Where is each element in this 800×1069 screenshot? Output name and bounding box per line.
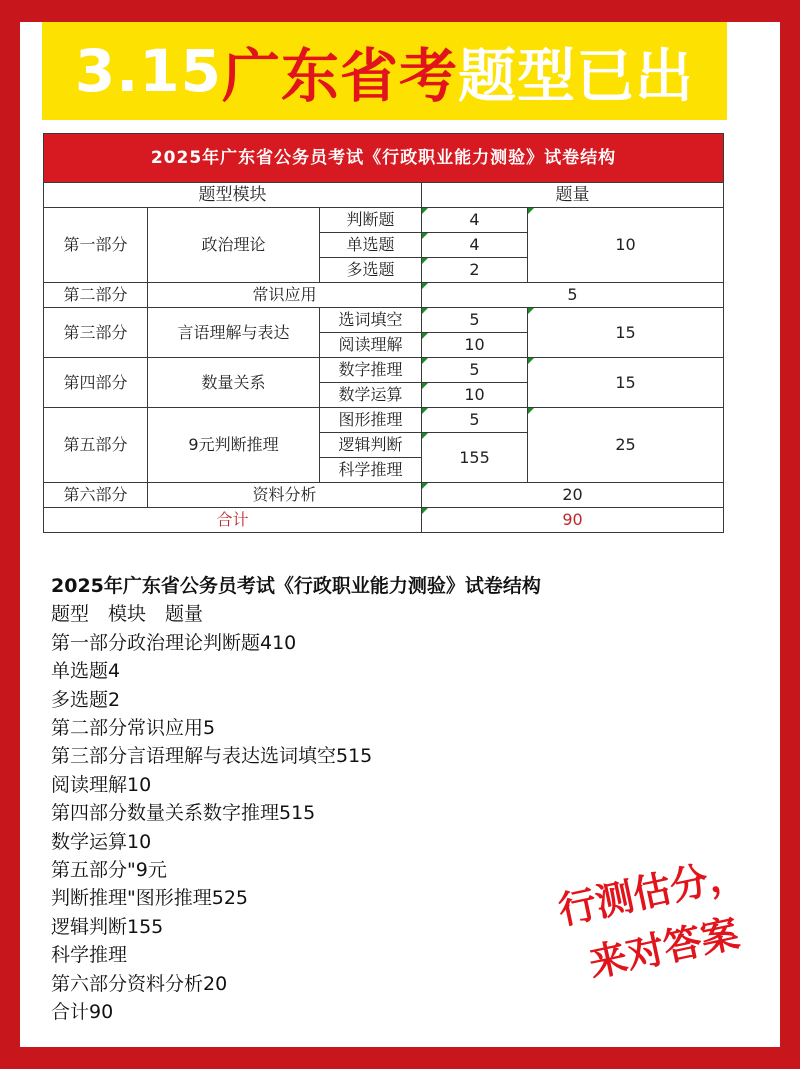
part-subtotal: 10 [528, 208, 724, 283]
module-name: 9元判断推理 [148, 408, 320, 483]
module-name: 数量关系 [148, 358, 320, 408]
module-name: 资料分析 [148, 483, 422, 508]
exam-structure-table [43, 133, 724, 533]
item-count: 155 [422, 433, 528, 483]
module-name: 政治理论 [148, 208, 320, 283]
module-name: 常识应用 [148, 283, 422, 308]
text-line: 第五部分"9元 [51, 859, 167, 882]
item-name: 科学推理 [320, 458, 422, 483]
part-subtotal: 20 [422, 483, 724, 508]
stamp-line-2: 来对答案 [585, 911, 743, 986]
module-name: 言语理解与表达 [148, 308, 320, 358]
text-line: 第二部分常识应用5 [51, 717, 216, 740]
part-label: 第一部分 [44, 208, 148, 283]
text-line: 逻辑判断155 [51, 915, 164, 938]
text-line: 科学推理 [51, 944, 128, 967]
part-label: 第五部分 [44, 408, 148, 483]
part-label: 第四部分 [44, 358, 148, 408]
item-count: 4 [422, 233, 528, 258]
banner-date: 3.15 [74, 37, 223, 105]
banner-suffix: 题型已出 [458, 42, 695, 110]
item-name: 判断题 [320, 208, 422, 233]
text-line: 合计90 [51, 1001, 114, 1024]
text-line: 第一部分政治理论判断题410 [51, 631, 297, 654]
part-subtotal: 5 [422, 283, 724, 308]
text-line: 单选题4 [51, 660, 121, 683]
item-count: 2 [422, 258, 528, 283]
stamp-line-1: 行测估分， [554, 850, 750, 933]
header-module: 题型模块 [44, 183, 422, 208]
item-name: 数字推理 [320, 358, 422, 383]
banner-highlight: 广东省考 [222, 42, 459, 110]
part-subtotal: 25 [528, 408, 724, 483]
part-subtotal: 15 [528, 358, 724, 408]
item-name: 图形推理 [320, 408, 422, 433]
total-label: 合计 [44, 508, 422, 533]
text-line: 第四部分数量关系数字推理515 [51, 802, 316, 825]
item-name: 阅读理解 [320, 333, 422, 358]
item-name: 逻辑判断 [320, 433, 422, 458]
part-label: 第二部分 [44, 283, 148, 308]
text-line: 第六部分资料分析20 [51, 972, 228, 995]
item-count: 10 [422, 383, 528, 408]
title-banner [42, 22, 727, 120]
text-line: 题型 模块 题量 [51, 603, 204, 626]
text-line: 阅读理解10 [51, 773, 152, 796]
text-line: 2025年广东省公务员考试《行政职业能力测验》试卷结构 [51, 575, 541, 597]
part-label: 第三部分 [44, 308, 148, 358]
header-quantity: 题量 [422, 183, 724, 208]
item-count: 5 [422, 308, 528, 333]
ocr-text-block [51, 572, 541, 1027]
item-name: 数学运算 [320, 383, 422, 408]
text-line: 数学运算10 [51, 830, 152, 853]
item-count: 5 [422, 408, 528, 433]
text-line: 第三部分言语理解与表达选词填空515 [51, 745, 373, 768]
item-count: 10 [422, 333, 528, 358]
table-title: 2025年广东省公务员考试《行政职业能力测验》试卷结构 [44, 134, 724, 183]
part-label: 第六部分 [44, 483, 148, 508]
item-name: 选词填空 [320, 308, 422, 333]
item-count: 5 [422, 358, 528, 383]
text-line: 判断推理"图形推理525 [51, 887, 249, 910]
text-line: 多选题2 [51, 688, 121, 711]
item-name: 多选题 [320, 258, 422, 283]
part-subtotal: 15 [528, 308, 724, 358]
total-value: 90 [422, 508, 724, 533]
item-count: 4 [422, 208, 528, 233]
item-name: 单选题 [320, 233, 422, 258]
